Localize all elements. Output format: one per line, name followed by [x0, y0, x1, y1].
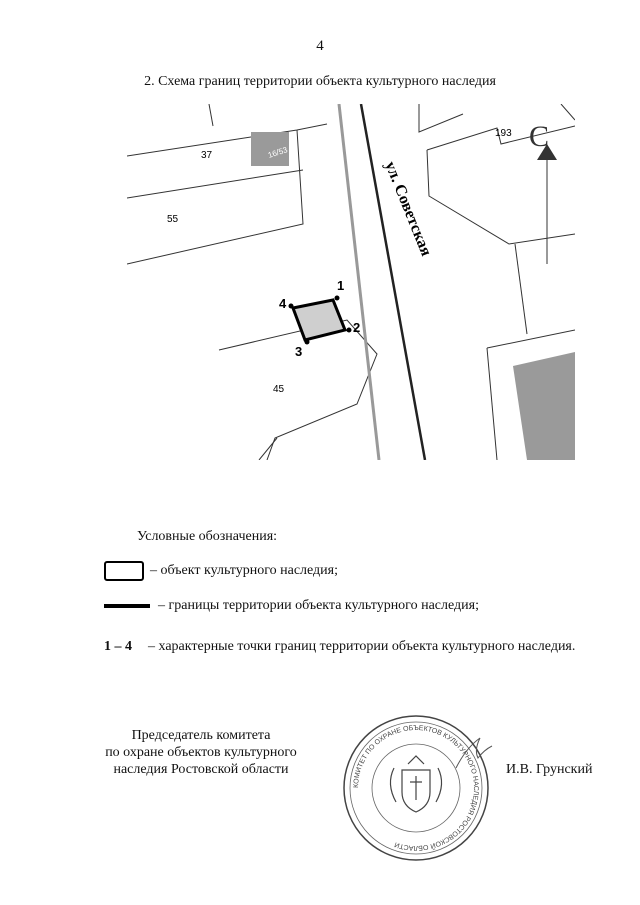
legend-title: Условные обозначения:: [137, 529, 278, 544]
boundary-point: [305, 340, 310, 345]
official-seal: [336, 708, 496, 868]
point-label: 4: [279, 296, 287, 311]
point-label: 2: [353, 320, 361, 335]
seal-text: КОМИТЕТ ПО ОХРАНЕ ОБЪЕКТОВ КУЛЬТУРНОГО НАСЛЕДИЯ РОСТОВСКОЙ ОБЛАСТИ: [352, 724, 480, 852]
building: [513, 352, 575, 460]
heritage-object: [293, 300, 345, 340]
plot-line: [209, 104, 213, 126]
street-label: ул. Советская: [381, 159, 435, 259]
plot-line: [219, 320, 377, 460]
map-drawing: [127, 104, 575, 460]
plot-label: 37: [201, 150, 213, 161]
legend-text: – объект культурного наследия;: [150, 563, 338, 579]
boundary-symbol-icon: [104, 604, 150, 608]
point-label: 1: [337, 278, 345, 293]
position-line: Председатель комитета: [131, 728, 271, 743]
document-title: 2. Схема границ территории объекта культурного наследия: [144, 74, 496, 89]
position-line: по охране объектов культурного: [105, 745, 297, 760]
plot-line: [487, 330, 575, 348]
plot-line: [487, 348, 497, 460]
signatory-name: И.В. Грунский: [506, 762, 593, 777]
plot-label: 193: [495, 128, 512, 139]
boundary-point: [347, 328, 352, 333]
plot-line: [427, 150, 575, 244]
legend-item-boundary: [104, 598, 479, 614]
legend-item-points: [104, 639, 575, 655]
plot-label: 55: [167, 214, 179, 225]
boundary-point: [289, 304, 294, 309]
object-symbol-icon: [104, 561, 144, 581]
street-center-line: [361, 104, 425, 460]
plot-line: [419, 104, 463, 132]
plot-line: [515, 244, 527, 334]
boundary-point: [335, 296, 340, 301]
plot-line: [127, 124, 327, 156]
compass-label: С: [529, 120, 550, 153]
plot-outlines: [127, 104, 575, 460]
street-edge-line: [339, 104, 379, 460]
coat-of-arms-icon: [390, 756, 441, 812]
point-label: 3: [295, 344, 303, 359]
plot-line: [561, 104, 575, 120]
page-number: 4: [316, 38, 324, 54]
boundary-map: [127, 104, 575, 460]
legend-text: – границы территории объекта культурного наследия;: [158, 598, 479, 613]
points-symbol: 1 – 4: [104, 639, 132, 654]
seal-icon: [336, 708, 496, 868]
plot-line: [127, 170, 303, 198]
plot-label: 16/53: [266, 145, 289, 160]
position-line: наследия Ростовской области: [113, 762, 289, 777]
signatory-position: [96, 727, 306, 778]
plot-label: 45: [273, 384, 285, 395]
legend-item-object: [104, 561, 338, 581]
legend-text: – характерные точки границ территории объекта культурного наследия.: [148, 639, 576, 654]
